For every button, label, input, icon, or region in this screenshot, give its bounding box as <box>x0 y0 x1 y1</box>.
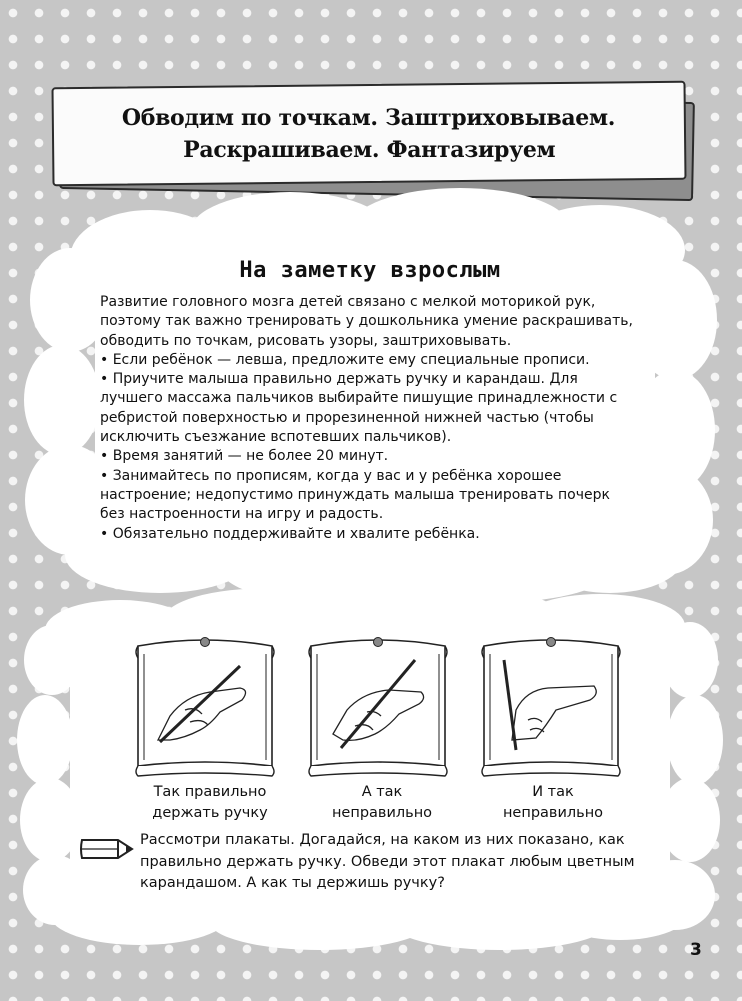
page-title-line-1: Обводим по точкам. Заштриховываем. <box>122 104 616 131</box>
note-bullet-time: • Время занятий — не более 20 минут. <box>100 448 389 465</box>
pencil-icon <box>78 834 134 864</box>
note-paragraph-intro: Развитие головного мозга детей связано с мелкой моторикой рук, поэтому так важно тренировать у дошкольника умение раскрашивать, обводить по точкам, рисовать узоры, заштриховывать. <box>100 294 633 349</box>
poster-caption-1: Так правильно держать ручку <box>152 784 268 821</box>
page-number: 3 <box>690 940 702 960</box>
note-bullet-left-handed: • Если ребёнок — левша, предложите ему специальные прописи. <box>100 351 590 368</box>
poster-caption-3: И так неправильно <box>502 784 604 821</box>
note-bullet-mood: • Занимайтесь по прописям, когда у вас и у ребёнка хорошее настроение; недопустимо принуждать малыша тренировать почерк без настроенности на игру и радость. <box>100 467 610 523</box>
poster-wrong-grip-1 <box>303 630 453 780</box>
poster-wrong-grip-2 <box>476 630 626 780</box>
poster-caption-2: А так неправильно <box>331 784 433 821</box>
note-body <box>100 293 635 544</box>
note-bullet-holding-pen: • Приучите малыша правильно держать ручку и карандаш. Для лучшего массажа пальчиков выбирайте пишущие принадлежности с ребристой поверхностью и прорезиненной нижней частью (чтобы исключить съезжание вспотевших пальчиков). <box>100 371 618 446</box>
poster-correct-grip <box>130 630 280 780</box>
note-bullet-praise: • Обязательно поддерживайте и хвалите ребёнка. <box>100 525 480 542</box>
page-title-line-2: Раскрашиваем. Фантазируем <box>183 136 556 163</box>
task-instruction: Рассмотри плакаты. Догадайся, на каком из них показано, как правильно держать ручку. Обведи этот плакат любым цветным карандашом. А как ты держишь ручку? <box>140 832 635 891</box>
note-heading: На заметку взрослым <box>239 258 501 283</box>
